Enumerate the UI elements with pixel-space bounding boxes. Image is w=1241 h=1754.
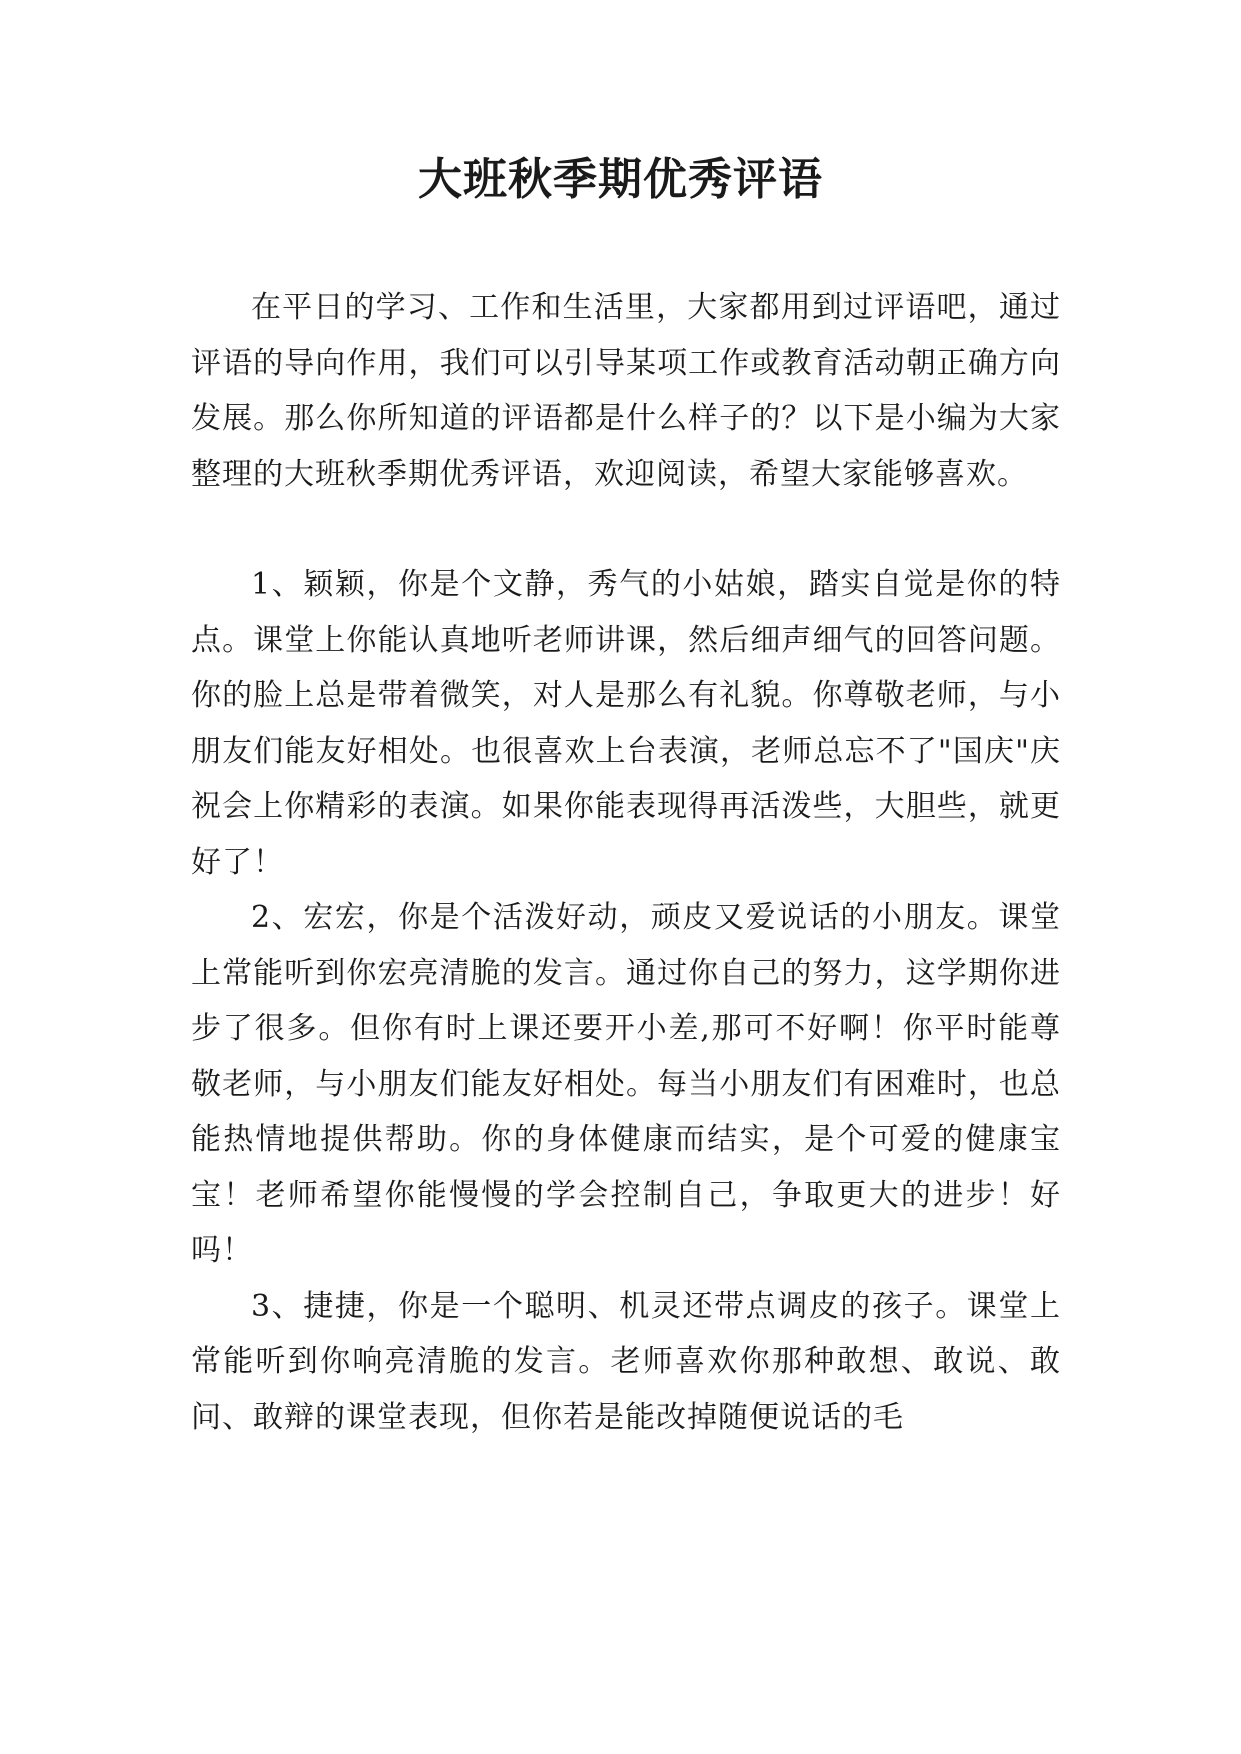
comment-paragraph-3: 3、捷捷，你是一个聪明、机灵还带点调皮的孩子。课堂上常能听到你响亮清脆的发言。老师喜欢你那种敢想、敢说、敢问、敢辩的课堂表现，但你若是能改掉随便说话的毛 — [191, 1288, 1061, 1435]
document-body — [191, 280, 1061, 1445]
comment-paragraph-1: 1、颖颖，你是个文静，秀气的小姑娘，踏实自觉是你的特点。课堂上你能认真地听老师讲课，然后细声细气的回答问题。你的脸上总是带着微笑，对人是那么有礼貌。你尊敬老师，与小朋友们能友好相处。也很喜欢上台表演，老师总忘不了"国庆"庆祝会上你精彩的表演。如果你能表现得再活泼些，大胆些，就更好了！ — [191, 567, 1061, 880]
document-title: 大班秋季期优秀评语 — [418, 154, 823, 205]
comment-paragraph-2: 2、宏宏，你是个活泼好动，顽皮又爱说话的小朋友。课堂上常能听到你宏亮清脆的发言。通过你自己的努力，这学期你进步了很多。但你有时上课还要开小差,那可不好啊！你平时能尊敬老师，与小朋友们能友好相处。每当小朋友们有困难时，也总能热情地提供帮助。你的身体健康而结实，是个可爱的健康宝宝！老师希望你能慢慢的学会控制自己，争取更大的进步！好吗！ — [191, 900, 1061, 1268]
intro-paragraph: 在平日的学习、工作和生活里，大家都用到过评语吧，通过评语的导向作用，我们可以引导某项工作或教育活动朝正确方向发展。那么你所知道的评语都是什么样子的？以下是小编为大家整理的大班秋季期优秀评语，欢迎阅读，希望大家能够喜欢。 — [191, 290, 1061, 492]
